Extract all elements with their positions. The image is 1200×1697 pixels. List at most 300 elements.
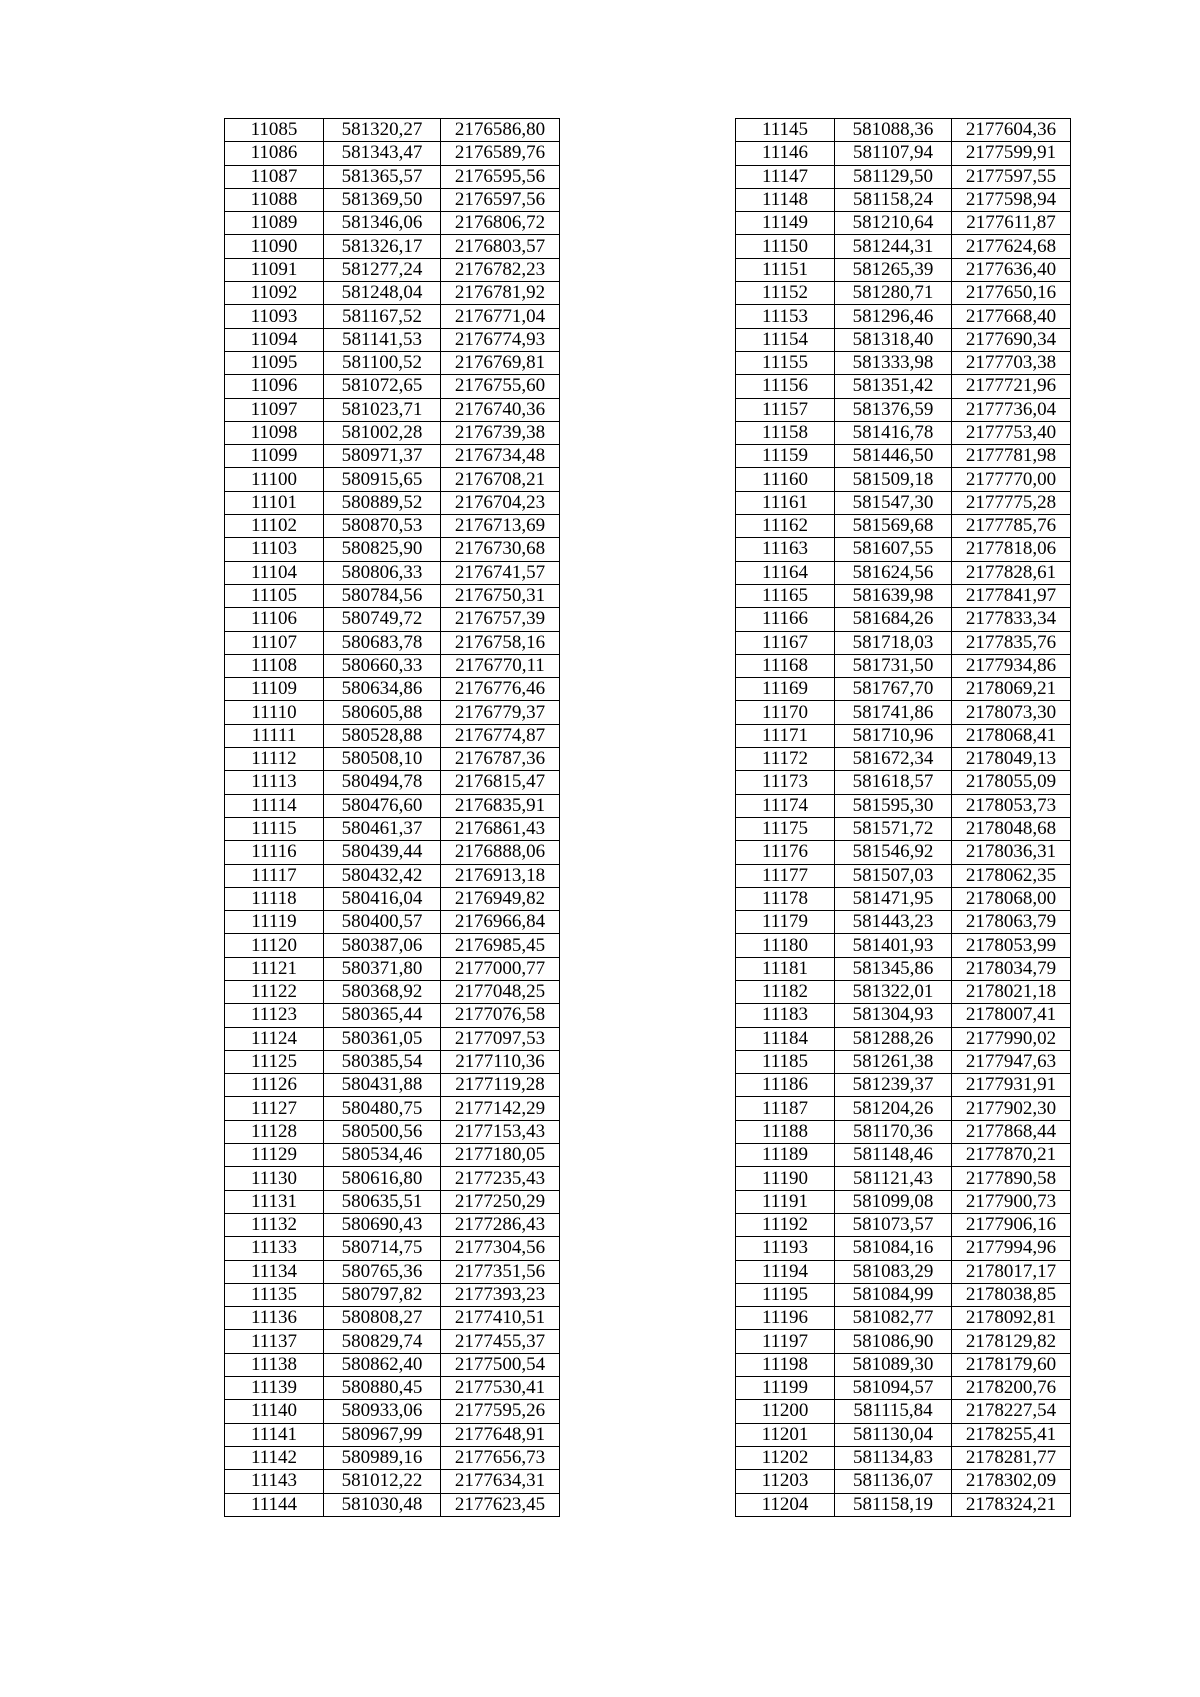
x-coordinate-cell: 580494,78 (324, 771, 441, 794)
point-number-cell: 11140 (225, 1400, 324, 1423)
y-coordinate-cell: 2177833,34 (952, 608, 1071, 631)
x-coordinate-cell: 581148,46 (835, 1144, 952, 1167)
point-number-cell: 11101 (225, 491, 324, 514)
y-coordinate-cell: 2178063,79 (952, 911, 1071, 934)
table-row (736, 1330, 1071, 1353)
point-number-cell: 11203 (736, 1470, 835, 1493)
x-coordinate-cell: 580690,43 (324, 1213, 441, 1236)
y-coordinate-cell: 2177636,40 (952, 258, 1071, 281)
x-coordinate-cell: 581280,71 (835, 282, 952, 305)
y-coordinate-cell: 2178200,76 (952, 1377, 1071, 1400)
point-number-cell: 11191 (736, 1190, 835, 1213)
table-row (225, 1283, 560, 1306)
table-row (225, 584, 560, 607)
table-row (736, 398, 1071, 421)
table-row (225, 538, 560, 561)
x-coordinate-cell: 581546,92 (835, 841, 952, 864)
x-coordinate-cell: 581210,64 (835, 212, 952, 235)
x-coordinate-cell: 581322,01 (835, 980, 952, 1003)
point-number-cell: 11179 (736, 911, 835, 934)
table-row (736, 887, 1071, 910)
y-coordinate-cell: 2177000,77 (441, 957, 560, 980)
y-coordinate-cell: 2177770,00 (952, 468, 1071, 491)
point-number-cell: 11100 (225, 468, 324, 491)
x-coordinate-cell: 581710,96 (835, 724, 952, 747)
table-row (225, 561, 560, 584)
point-number-cell: 11136 (225, 1307, 324, 1330)
y-coordinate-cell: 2177990,02 (952, 1027, 1071, 1050)
table-row (225, 1144, 560, 1167)
table-row (225, 608, 560, 631)
table-row (736, 305, 1071, 328)
y-coordinate-cell: 2177180,05 (441, 1144, 560, 1167)
x-coordinate-cell: 581376,59 (835, 398, 952, 421)
y-coordinate-cell: 2176739,38 (441, 421, 560, 444)
x-coordinate-cell: 581624,56 (835, 561, 952, 584)
table-row (736, 934, 1071, 957)
point-number-cell: 11199 (736, 1377, 835, 1400)
x-coordinate-cell: 580933,06 (324, 1400, 441, 1423)
point-number-cell: 11165 (736, 584, 835, 607)
y-coordinate-cell: 2178017,17 (952, 1260, 1071, 1283)
table-row (225, 375, 560, 398)
point-number-cell: 11201 (736, 1423, 835, 1446)
point-number-cell: 11135 (225, 1283, 324, 1306)
point-number-cell: 11098 (225, 421, 324, 444)
point-number-cell: 11171 (736, 724, 835, 747)
point-number-cell: 11148 (736, 188, 835, 211)
x-coordinate-cell: 581277,24 (324, 258, 441, 281)
y-coordinate-cell: 2176985,45 (441, 934, 560, 957)
point-number-cell: 11129 (225, 1144, 324, 1167)
point-number-cell: 11160 (736, 468, 835, 491)
y-coordinate-cell: 2177721,96 (952, 375, 1071, 398)
y-coordinate-cell: 2178073,30 (952, 701, 1071, 724)
x-coordinate-cell: 581509,18 (835, 468, 952, 491)
point-number-cell: 11154 (736, 328, 835, 351)
x-coordinate-cell: 581100,52 (324, 351, 441, 374)
table-row (736, 584, 1071, 607)
y-coordinate-cell: 2178062,35 (952, 864, 1071, 887)
x-coordinate-cell: 581158,19 (835, 1493, 952, 1516)
x-coordinate-cell: 580461,37 (324, 817, 441, 840)
point-number-cell: 11161 (736, 491, 835, 514)
point-number-cell: 11139 (225, 1377, 324, 1400)
point-number-cell: 11141 (225, 1423, 324, 1446)
table-row (225, 212, 560, 235)
x-coordinate-cell: 581030,48 (324, 1493, 441, 1516)
x-coordinate-cell: 580749,72 (324, 608, 441, 631)
point-number-cell: 11194 (736, 1260, 835, 1283)
table-row (225, 1260, 560, 1283)
y-coordinate-cell: 2177753,40 (952, 421, 1071, 444)
table-row (225, 445, 560, 468)
y-coordinate-cell: 2176704,23 (441, 491, 560, 514)
point-number-cell: 11122 (225, 980, 324, 1003)
y-coordinate-cell: 2177604,36 (952, 119, 1071, 142)
point-number-cell: 11147 (736, 165, 835, 188)
table-row (736, 1493, 1071, 1516)
point-number-cell: 11192 (736, 1213, 835, 1236)
table-row (736, 515, 1071, 538)
point-number-cell: 11099 (225, 445, 324, 468)
y-coordinate-cell: 2177828,61 (952, 561, 1071, 584)
y-coordinate-cell: 2176779,37 (441, 701, 560, 724)
x-coordinate-cell: 581094,57 (835, 1377, 952, 1400)
table-row (736, 1167, 1071, 1190)
table-row (736, 1353, 1071, 1376)
point-number-cell: 11138 (225, 1353, 324, 1376)
table-row (225, 282, 560, 305)
table-row (736, 1400, 1071, 1423)
x-coordinate-cell: 581023,71 (324, 398, 441, 421)
table-row (736, 1213, 1071, 1236)
x-coordinate-cell: 580528,88 (324, 724, 441, 747)
x-coordinate-cell: 581471,95 (835, 887, 952, 910)
table-row (736, 165, 1071, 188)
table-row (736, 375, 1071, 398)
x-coordinate-cell: 581204,26 (835, 1097, 952, 1120)
point-number-cell: 11158 (736, 421, 835, 444)
x-coordinate-cell: 580683,78 (324, 631, 441, 654)
y-coordinate-cell: 2176589,76 (441, 142, 560, 165)
y-coordinate-cell: 2177870,21 (952, 1144, 1071, 1167)
y-coordinate-cell: 2177048,25 (441, 980, 560, 1003)
table-row (736, 1027, 1071, 1050)
table-row (736, 468, 1071, 491)
x-coordinate-cell: 580605,88 (324, 701, 441, 724)
point-number-cell: 11086 (225, 142, 324, 165)
y-coordinate-cell: 2178069,21 (952, 678, 1071, 701)
x-coordinate-cell: 581569,68 (835, 515, 952, 538)
coordinates-table-left (224, 118, 560, 1517)
point-number-cell: 11111 (225, 724, 324, 747)
table-row (736, 1237, 1071, 1260)
y-coordinate-cell: 2177351,56 (441, 1260, 560, 1283)
table-row (225, 1004, 560, 1027)
point-number-cell: 11169 (736, 678, 835, 701)
x-coordinate-cell: 581130,04 (835, 1423, 952, 1446)
x-coordinate-cell: 581333,98 (835, 351, 952, 374)
point-number-cell: 11091 (225, 258, 324, 281)
point-number-cell: 11112 (225, 748, 324, 771)
x-coordinate-cell: 581595,30 (835, 794, 952, 817)
point-number-cell: 11120 (225, 934, 324, 957)
y-coordinate-cell: 2178129,82 (952, 1330, 1071, 1353)
x-coordinate-cell: 581099,08 (835, 1190, 952, 1213)
x-coordinate-cell: 580915,65 (324, 468, 441, 491)
point-number-cell: 11103 (225, 538, 324, 561)
point-number-cell: 11102 (225, 515, 324, 538)
table-row (225, 980, 560, 1003)
point-number-cell: 11172 (736, 748, 835, 771)
table-row (225, 1423, 560, 1446)
y-coordinate-cell: 2176755,60 (441, 375, 560, 398)
table-row (736, 1470, 1071, 1493)
y-coordinate-cell: 2176774,87 (441, 724, 560, 747)
table-body (225, 119, 560, 1517)
y-coordinate-cell: 2177598,94 (952, 188, 1071, 211)
table-row (225, 841, 560, 864)
point-number-cell: 11118 (225, 887, 324, 910)
point-number-cell: 11184 (736, 1027, 835, 1050)
table-row (736, 1260, 1071, 1283)
y-coordinate-cell: 2177597,55 (952, 165, 1071, 188)
point-number-cell: 11117 (225, 864, 324, 887)
x-coordinate-cell: 581443,23 (835, 911, 952, 934)
point-number-cell: 11145 (736, 119, 835, 142)
table-row (225, 654, 560, 677)
point-number-cell: 11170 (736, 701, 835, 724)
y-coordinate-cell: 2177410,51 (441, 1307, 560, 1330)
y-coordinate-cell: 2177595,26 (441, 1400, 560, 1423)
x-coordinate-cell: 580371,80 (324, 957, 441, 980)
table-row (225, 188, 560, 211)
x-coordinate-cell: 580439,44 (324, 841, 441, 864)
x-coordinate-cell: 581296,46 (835, 305, 952, 328)
x-coordinate-cell: 580880,45 (324, 1377, 441, 1400)
x-coordinate-cell: 581167,52 (324, 305, 441, 328)
table-row (736, 1097, 1071, 1120)
x-coordinate-cell: 580784,56 (324, 584, 441, 607)
table-row (225, 468, 560, 491)
table-row (736, 235, 1071, 258)
x-coordinate-cell: 581088,36 (835, 119, 952, 142)
y-coordinate-cell: 2177530,41 (441, 1377, 560, 1400)
x-coordinate-cell: 581141,53 (324, 328, 441, 351)
x-coordinate-cell: 581365,57 (324, 165, 441, 188)
y-coordinate-cell: 2176713,69 (441, 515, 560, 538)
y-coordinate-cell: 2177736,04 (952, 398, 1071, 421)
x-coordinate-cell: 581351,42 (835, 375, 952, 398)
x-coordinate-cell: 580889,52 (324, 491, 441, 514)
x-coordinate-cell: 581158,24 (835, 188, 952, 211)
y-coordinate-cell: 2178092,81 (952, 1307, 1071, 1330)
y-coordinate-cell: 2178302,09 (952, 1470, 1071, 1493)
x-coordinate-cell: 581084,99 (835, 1283, 952, 1306)
x-coordinate-cell: 580765,36 (324, 1260, 441, 1283)
table-row (225, 631, 560, 654)
y-coordinate-cell: 2176771,04 (441, 305, 560, 328)
table-row (225, 491, 560, 514)
table-row (225, 1493, 560, 1516)
point-number-cell: 11189 (736, 1144, 835, 1167)
x-coordinate-cell: 581012,22 (324, 1470, 441, 1493)
x-coordinate-cell: 581571,72 (835, 817, 952, 840)
point-number-cell: 11185 (736, 1050, 835, 1073)
table-row (225, 119, 560, 142)
x-coordinate-cell: 581767,70 (835, 678, 952, 701)
y-coordinate-cell: 2177304,56 (441, 1237, 560, 1260)
x-coordinate-cell: 581507,03 (835, 864, 952, 887)
table-row (736, 561, 1071, 584)
x-coordinate-cell: 581304,93 (835, 1004, 952, 1027)
table-row (225, 351, 560, 374)
x-coordinate-cell: 581718,03 (835, 631, 952, 654)
x-coordinate-cell: 581288,26 (835, 1027, 952, 1050)
x-coordinate-cell: 580361,05 (324, 1027, 441, 1050)
x-coordinate-cell: 580616,80 (324, 1167, 441, 1190)
point-number-cell: 11188 (736, 1120, 835, 1143)
y-coordinate-cell: 2177650,16 (952, 282, 1071, 305)
point-number-cell: 11089 (225, 212, 324, 235)
point-number-cell: 11137 (225, 1330, 324, 1353)
table-row (225, 235, 560, 258)
table-row (225, 1167, 560, 1190)
y-coordinate-cell: 2177703,38 (952, 351, 1071, 374)
x-coordinate-cell: 580808,27 (324, 1307, 441, 1330)
table-row (225, 1446, 560, 1469)
x-coordinate-cell: 581618,57 (835, 771, 952, 794)
point-number-cell: 11162 (736, 515, 835, 538)
point-number-cell: 11159 (736, 445, 835, 468)
y-coordinate-cell: 2177142,29 (441, 1097, 560, 1120)
point-number-cell: 11123 (225, 1004, 324, 1027)
table-row (225, 771, 560, 794)
point-number-cell: 11181 (736, 957, 835, 980)
point-number-cell: 11178 (736, 887, 835, 910)
y-coordinate-cell: 2176740,36 (441, 398, 560, 421)
x-coordinate-cell: 581320,27 (324, 119, 441, 142)
x-coordinate-cell: 580829,74 (324, 1330, 441, 1353)
x-coordinate-cell: 581129,50 (835, 165, 952, 188)
point-number-cell: 11180 (736, 934, 835, 957)
point-number-cell: 11090 (225, 235, 324, 258)
y-coordinate-cell: 2177611,87 (952, 212, 1071, 235)
table-row (225, 794, 560, 817)
table-row (736, 1074, 1071, 1097)
y-coordinate-cell: 2176815,47 (441, 771, 560, 794)
y-coordinate-cell: 2176730,68 (441, 538, 560, 561)
y-coordinate-cell: 2178034,79 (952, 957, 1071, 980)
y-coordinate-cell: 2177623,45 (441, 1493, 560, 1516)
point-number-cell: 11200 (736, 1400, 835, 1423)
x-coordinate-cell: 580806,33 (324, 561, 441, 584)
table-row (225, 515, 560, 538)
x-coordinate-cell: 581002,28 (324, 421, 441, 444)
table-row (225, 1190, 560, 1213)
point-number-cell: 11196 (736, 1307, 835, 1330)
table-row (736, 1190, 1071, 1213)
table-row (225, 1213, 560, 1236)
y-coordinate-cell: 2178255,41 (952, 1423, 1071, 1446)
y-coordinate-cell: 2177286,43 (441, 1213, 560, 1236)
y-coordinate-cell: 2178055,09 (952, 771, 1071, 794)
point-number-cell: 11131 (225, 1190, 324, 1213)
point-number-cell: 11094 (225, 328, 324, 351)
point-number-cell: 11119 (225, 911, 324, 934)
x-coordinate-cell: 581684,26 (835, 608, 952, 631)
y-coordinate-cell: 2178179,60 (952, 1353, 1071, 1376)
point-number-cell: 11164 (736, 561, 835, 584)
table-row (736, 911, 1071, 934)
y-coordinate-cell: 2177455,37 (441, 1330, 560, 1353)
table-row (225, 817, 560, 840)
point-number-cell: 11182 (736, 980, 835, 1003)
point-number-cell: 11146 (736, 142, 835, 165)
point-number-cell: 11166 (736, 608, 835, 631)
x-coordinate-cell: 581416,78 (835, 421, 952, 444)
x-coordinate-cell: 581136,07 (835, 1470, 952, 1493)
x-coordinate-cell: 581082,77 (835, 1307, 952, 1330)
table-row (736, 119, 1071, 142)
x-coordinate-cell: 581086,90 (835, 1330, 952, 1353)
x-coordinate-cell: 581115,84 (835, 1400, 952, 1423)
x-coordinate-cell: 581244,31 (835, 235, 952, 258)
point-number-cell: 11116 (225, 841, 324, 864)
table-row (736, 1423, 1071, 1446)
point-number-cell: 11156 (736, 375, 835, 398)
point-number-cell: 11130 (225, 1167, 324, 1190)
x-coordinate-cell: 581072,65 (324, 375, 441, 398)
y-coordinate-cell: 2176770,11 (441, 654, 560, 677)
point-number-cell: 11095 (225, 351, 324, 374)
y-coordinate-cell: 2176861,43 (441, 817, 560, 840)
point-number-cell: 11142 (225, 1446, 324, 1469)
table-row (225, 911, 560, 934)
coordinates-table-right (735, 118, 1071, 1517)
y-coordinate-cell: 2177785,76 (952, 515, 1071, 538)
point-number-cell: 11143 (225, 1470, 324, 1493)
x-coordinate-cell: 580365,44 (324, 1004, 441, 1027)
table-row (736, 1144, 1071, 1167)
point-number-cell: 11110 (225, 701, 324, 724)
table-row (225, 1097, 560, 1120)
point-number-cell: 11153 (736, 305, 835, 328)
point-number-cell: 11149 (736, 212, 835, 235)
point-number-cell: 11174 (736, 794, 835, 817)
x-coordinate-cell: 580432,42 (324, 864, 441, 887)
x-coordinate-cell: 580660,33 (324, 654, 441, 677)
y-coordinate-cell: 2176595,56 (441, 165, 560, 188)
y-coordinate-cell: 2176750,31 (441, 584, 560, 607)
table-row (225, 1470, 560, 1493)
y-coordinate-cell: 2177902,30 (952, 1097, 1071, 1120)
y-coordinate-cell: 2177153,43 (441, 1120, 560, 1143)
y-coordinate-cell: 2177656,73 (441, 1446, 560, 1469)
point-number-cell: 11128 (225, 1120, 324, 1143)
x-coordinate-cell: 580862,40 (324, 1353, 441, 1376)
table-row (225, 701, 560, 724)
x-coordinate-cell: 581607,55 (835, 538, 952, 561)
table-row (225, 1237, 560, 1260)
point-number-cell: 11133 (225, 1237, 324, 1260)
table-row (736, 631, 1071, 654)
table-row (225, 165, 560, 188)
x-coordinate-cell: 580480,75 (324, 1097, 441, 1120)
y-coordinate-cell: 2177648,91 (441, 1423, 560, 1446)
x-coordinate-cell: 581345,86 (835, 957, 952, 980)
x-coordinate-cell: 581639,98 (835, 584, 952, 607)
table-row (736, 654, 1071, 677)
point-number-cell: 11202 (736, 1446, 835, 1469)
table-row (736, 1307, 1071, 1330)
point-number-cell: 11177 (736, 864, 835, 887)
y-coordinate-cell: 2178227,54 (952, 1400, 1071, 1423)
point-number-cell: 11204 (736, 1493, 835, 1516)
point-number-cell: 11190 (736, 1167, 835, 1190)
x-coordinate-cell: 581672,34 (835, 748, 952, 771)
y-coordinate-cell: 2178049,13 (952, 748, 1071, 771)
x-coordinate-cell: 581326,17 (324, 235, 441, 258)
point-number-cell: 11121 (225, 957, 324, 980)
y-coordinate-cell: 2176888,06 (441, 841, 560, 864)
x-coordinate-cell: 580431,88 (324, 1074, 441, 1097)
y-coordinate-cell: 2177900,73 (952, 1190, 1071, 1213)
y-coordinate-cell: 2178053,99 (952, 934, 1071, 957)
y-coordinate-cell: 2177781,98 (952, 445, 1071, 468)
point-number-cell: 11186 (736, 1074, 835, 1097)
